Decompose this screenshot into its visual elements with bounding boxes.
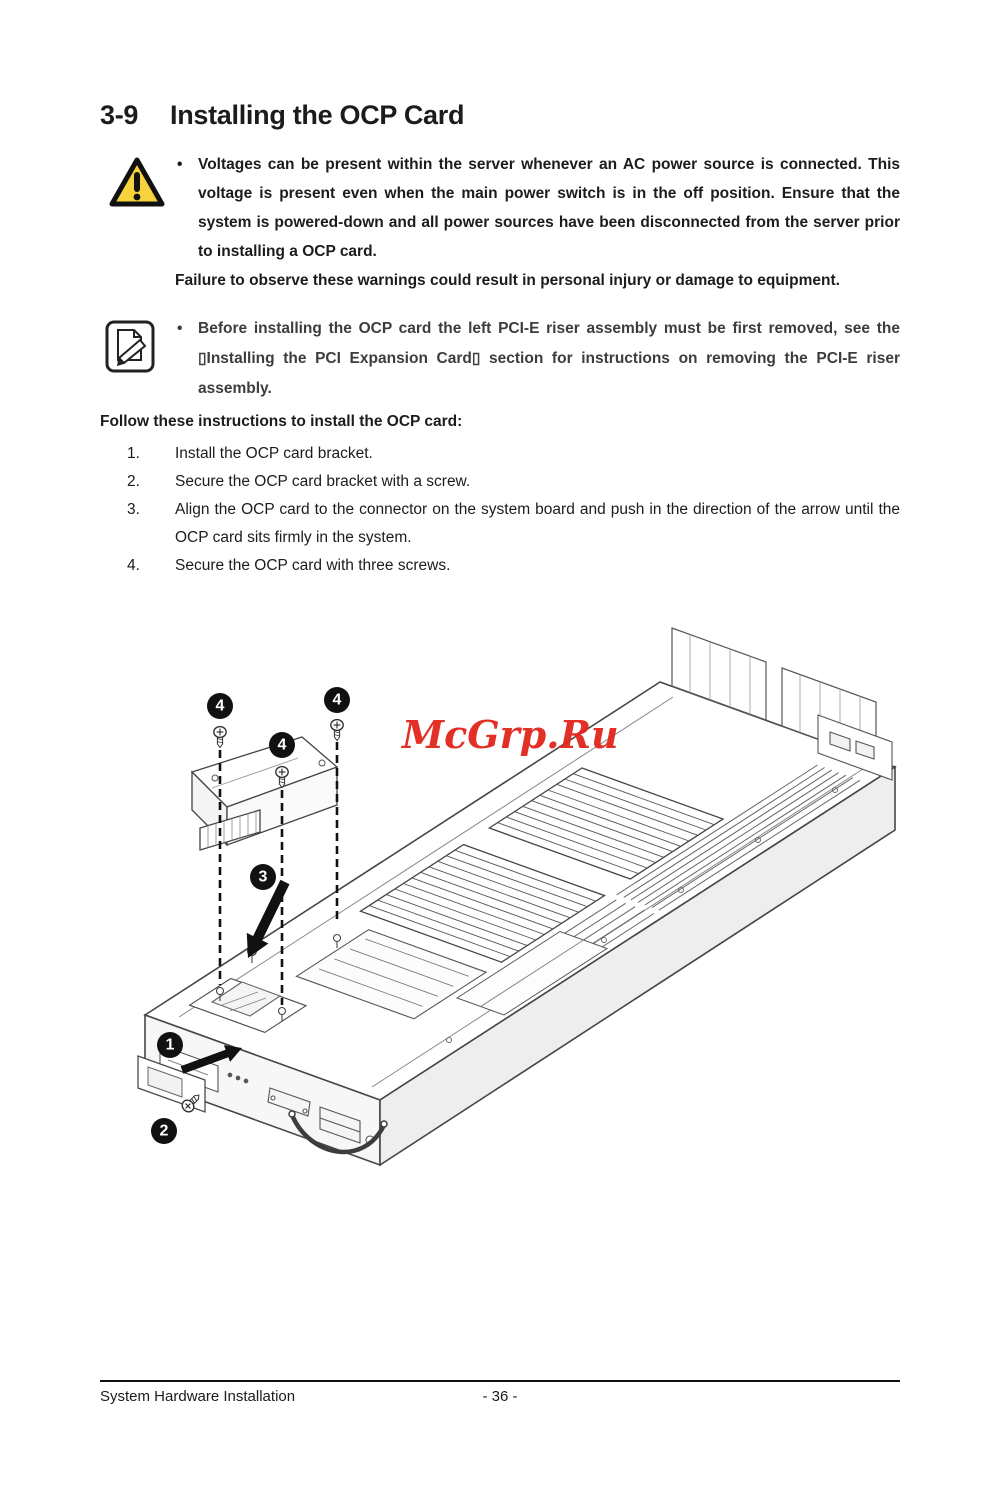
bullet: •	[177, 156, 183, 173]
list-item	[100, 440, 900, 468]
step-text: Install the OCP card bracket.	[175, 445, 373, 462]
callout-badge-1	[157, 1032, 183, 1058]
bullet: •	[177, 320, 183, 337]
page-footer	[100, 1388, 900, 1405]
callout-badge-4	[269, 732, 295, 758]
step-text: Align the OCP card to the connector on the system board and push in the direction of the arrow until the OCP card sits firmly in the system.	[175, 501, 900, 546]
server-illustration	[130, 620, 910, 1180]
callout-badge-4	[324, 687, 350, 713]
ocp-card-assembly	[192, 737, 337, 850]
bracket-screw-hole	[212, 775, 218, 781]
note-document-pencil-icon	[104, 314, 175, 404]
note-block	[104, 314, 900, 404]
led-indicator	[236, 1076, 240, 1080]
step-text: Secure the OCP card with three screws.	[175, 557, 451, 574]
footer-rule	[100, 1380, 900, 1382]
section-number: 3-9	[100, 100, 139, 130]
footer-page-number: - 36 -	[482, 1388, 518, 1405]
step-number: 3.	[127, 501, 140, 518]
list-item	[100, 496, 900, 552]
svg-text:4: 4	[332, 691, 342, 709]
bracket-screw-hole	[319, 760, 325, 766]
warning-footer-line: Failure to observe these warnings could result in personal injury or damage to equipment.	[175, 272, 840, 289]
instructions-heading: Follow these instructions to install the OCP card:	[100, 413, 463, 430]
page-title	[100, 100, 464, 131]
footer-document-title: System Hardware Installation	[100, 1388, 296, 1405]
step-number: 4.	[127, 557, 140, 574]
list-item	[100, 552, 900, 580]
warning-text	[175, 150, 900, 295]
step-text: Secure the OCP card bracket with a screw.	[175, 473, 471, 490]
watermark-text: McGrp.Ru	[402, 712, 619, 757]
note-text	[175, 314, 900, 404]
warning-paragraph-text: Voltages can be present within the server whenever an AC power source is connected. This voltage is present even when the main power switch is in the off position. Ensure that the system is powered-down and all power sources have been disconnected from the server prior to installing a OCP card.	[198, 156, 900, 260]
installation-figure	[130, 620, 910, 1180]
led-indicator	[244, 1079, 248, 1083]
section-title: Installing the OCP Card	[170, 100, 465, 130]
svg-text:2: 2	[159, 1122, 169, 1140]
svg-text:3: 3	[258, 868, 268, 886]
note-paragraph-text: Before installing the OCP card the left PCI-E riser assembly must be first removed, see the ▯Installing the PCI Expansion Card▯ section for instructions on removing the PCI-E riser assembly.	[198, 320, 900, 397]
svg-text:1: 1	[165, 1036, 175, 1054]
instructions-list	[100, 440, 900, 580]
callout-badge-2	[151, 1118, 177, 1144]
callout-badge-3	[250, 864, 276, 890]
warning-paragraph	[175, 150, 900, 266]
footer-spacer	[633, 1388, 900, 1405]
note-paragraph	[175, 314, 900, 404]
led-indicator	[228, 1073, 232, 1077]
list-item	[100, 468, 900, 496]
screw-icon	[331, 720, 343, 741]
step-number: 2.	[127, 473, 140, 490]
svg-text:4: 4	[277, 736, 287, 754]
step-number: 1.	[127, 445, 140, 462]
svg-text:4: 4	[215, 697, 225, 715]
callout-badge-4	[207, 693, 233, 719]
screw-icon	[214, 727, 226, 748]
warning-block	[108, 150, 900, 295]
warning-triangle-icon	[108, 150, 175, 295]
